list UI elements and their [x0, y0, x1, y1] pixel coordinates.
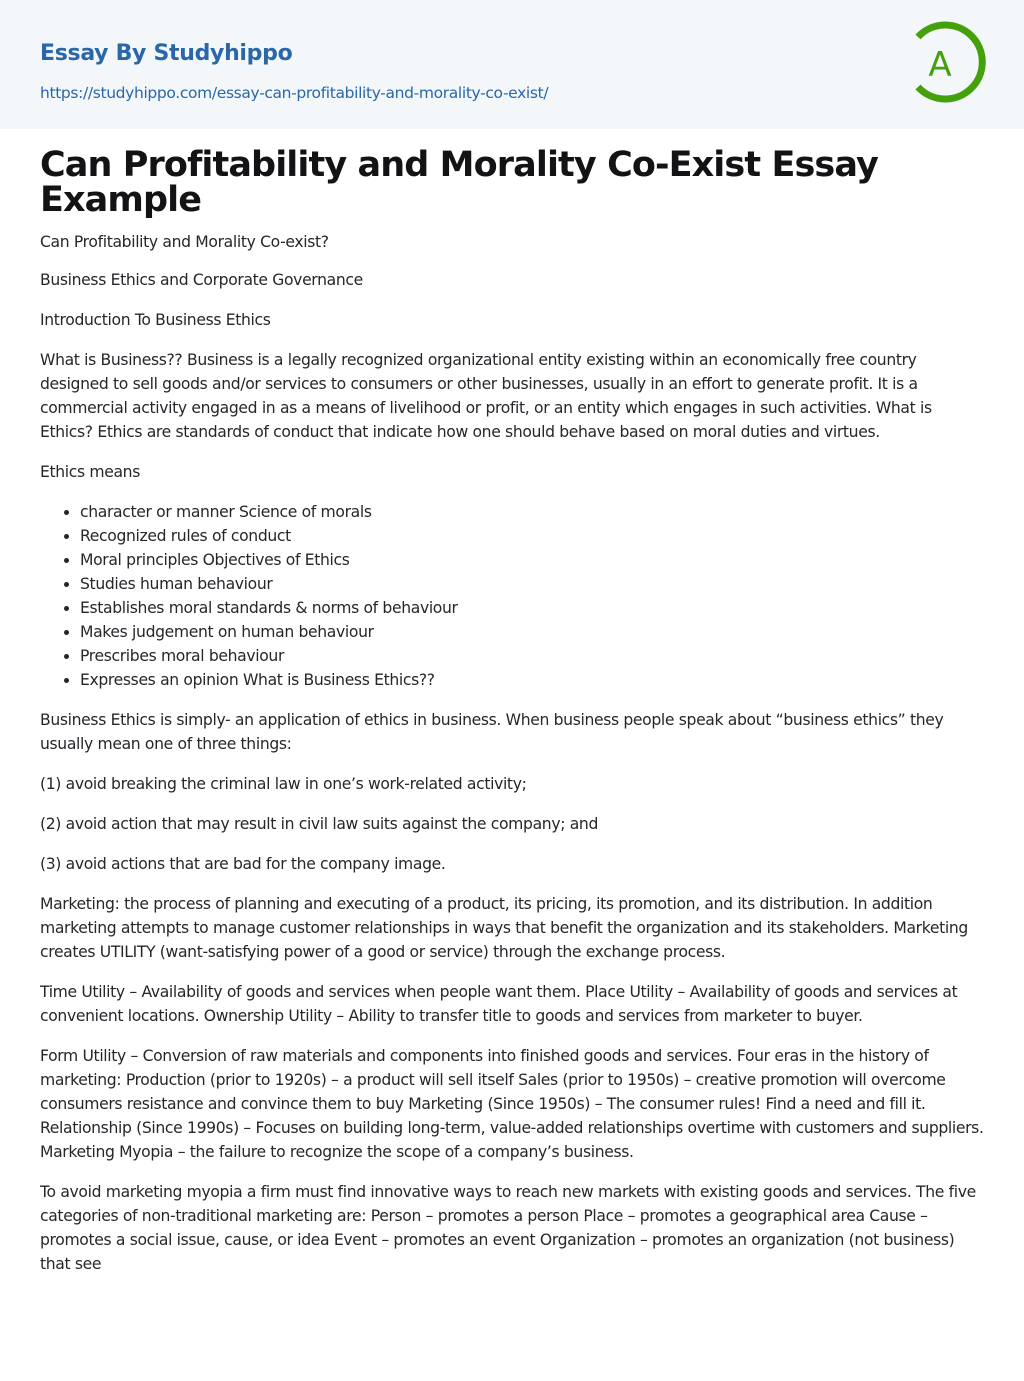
paragraph: Ethics means: [40, 463, 140, 481]
paragraph: Form Utility – Conversion of raw materials and components into finished goods and services. Four eras in the history of marketing: Production (prior to 1920s) – a product will sell itself Sales (prior to 1950s) – creative promotion will overcome consumers resistance and convince them to buy Marketing (Since 1950s) – The consumer rules! Find a need and fill it. Relationship (Since 1990s) – Focuses on building long-term, value-added relationships overtime with customers and suppliers. Marketing Myopia – the failure to recognize the scope of a company’s business.: [40, 1047, 984, 1161]
article: [0, 129, 1024, 1276]
site-brand[interactable]: Essay By Studyhippo: [40, 41, 293, 66]
list-item: • Establishes moral standards & norms of behaviour: [80, 596, 984, 620]
paragraph: (3) avoid actions that are bad for the company image.: [40, 855, 446, 873]
paragraph: (2) avoid action that may result in civil law suits against the company; and: [40, 815, 598, 833]
list-item: • Studies human behaviour: [80, 572, 984, 596]
list-item: • Recognized rules of conduct: [80, 524, 984, 548]
list-item: • Makes judgement on human behaviour: [80, 620, 984, 644]
paragraph: Business Ethics is simply- an application of ethics in business. When business people speak about “business ethics” they usually mean one of three things:: [40, 711, 944, 753]
list-item: • Moral principles Objectives of Ethics: [80, 548, 984, 572]
paragraph: What is Business?? Business is a legally recognized organizational entity existing within an economically free country designed to sell goods and/or services to consumers or other businesses, usually in an effort to generate profit. It is a commercial activity engaged in as a means of livelihood or profit, or an entity which engages in such activities. What is Ethics? Ethics are standards of conduct that indicate how one should behave based on moral duties and virtues.: [40, 351, 932, 441]
logo-letter: A: [928, 45, 952, 85]
paragraph: Introduction To Business Ethics: [40, 311, 271, 329]
ethics-list: [40, 500, 984, 692]
site-header: [0, 0, 1024, 129]
paragraph: Time Utility – Availability of goods and services when people want them. Place Utility – Availability of goods and services at convenient locations. Ownership Utility – Ability to transfer title to goods and services from marketer to buyer.: [40, 983, 958, 1025]
paragraph: To avoid marketing myopia a firm must find innovative ways to reach new markets with existing goods and services. The five categories of non-traditional marketing are: Person – promotes a person Place – promotes a geographical area Cause – promotes a social issue, cause, or idea Event – promotes an event Organization – promotes an organization (not business) that see: [40, 1183, 976, 1273]
list-item: • Expresses an opinion What is Business Ethics??: [80, 668, 984, 692]
list-item: • character or manner Science of morals: [80, 500, 984, 524]
paragraph: Can Profitability and Morality Co-exist?: [40, 233, 329, 251]
essay-url-link[interactable]: https://studyhippo.com/essay-can-profitability-and-morality-co-exist/: [40, 84, 549, 102]
list-item: • Prescribes moral behaviour: [80, 644, 984, 668]
studyhippo-logo-icon[interactable]: [912, 18, 988, 106]
paragraph: (1) avoid breaking the criminal law in one’s work-related activity;: [40, 775, 527, 793]
paragraph: Marketing: the process of planning and executing of a product, its pricing, its promotion, and its distribution. In addition marketing attempts to manage customer relationships in ways that benefit the organization and its stakeholders. Marketing creates UTILITY (want-satisfying power of a good or service) through the exchange process.: [40, 895, 968, 961]
paragraph: Business Ethics and Corporate Governance: [40, 271, 363, 289]
article-title: Can Profitability and Morality Co-Exist Essay Example: [40, 145, 878, 220]
